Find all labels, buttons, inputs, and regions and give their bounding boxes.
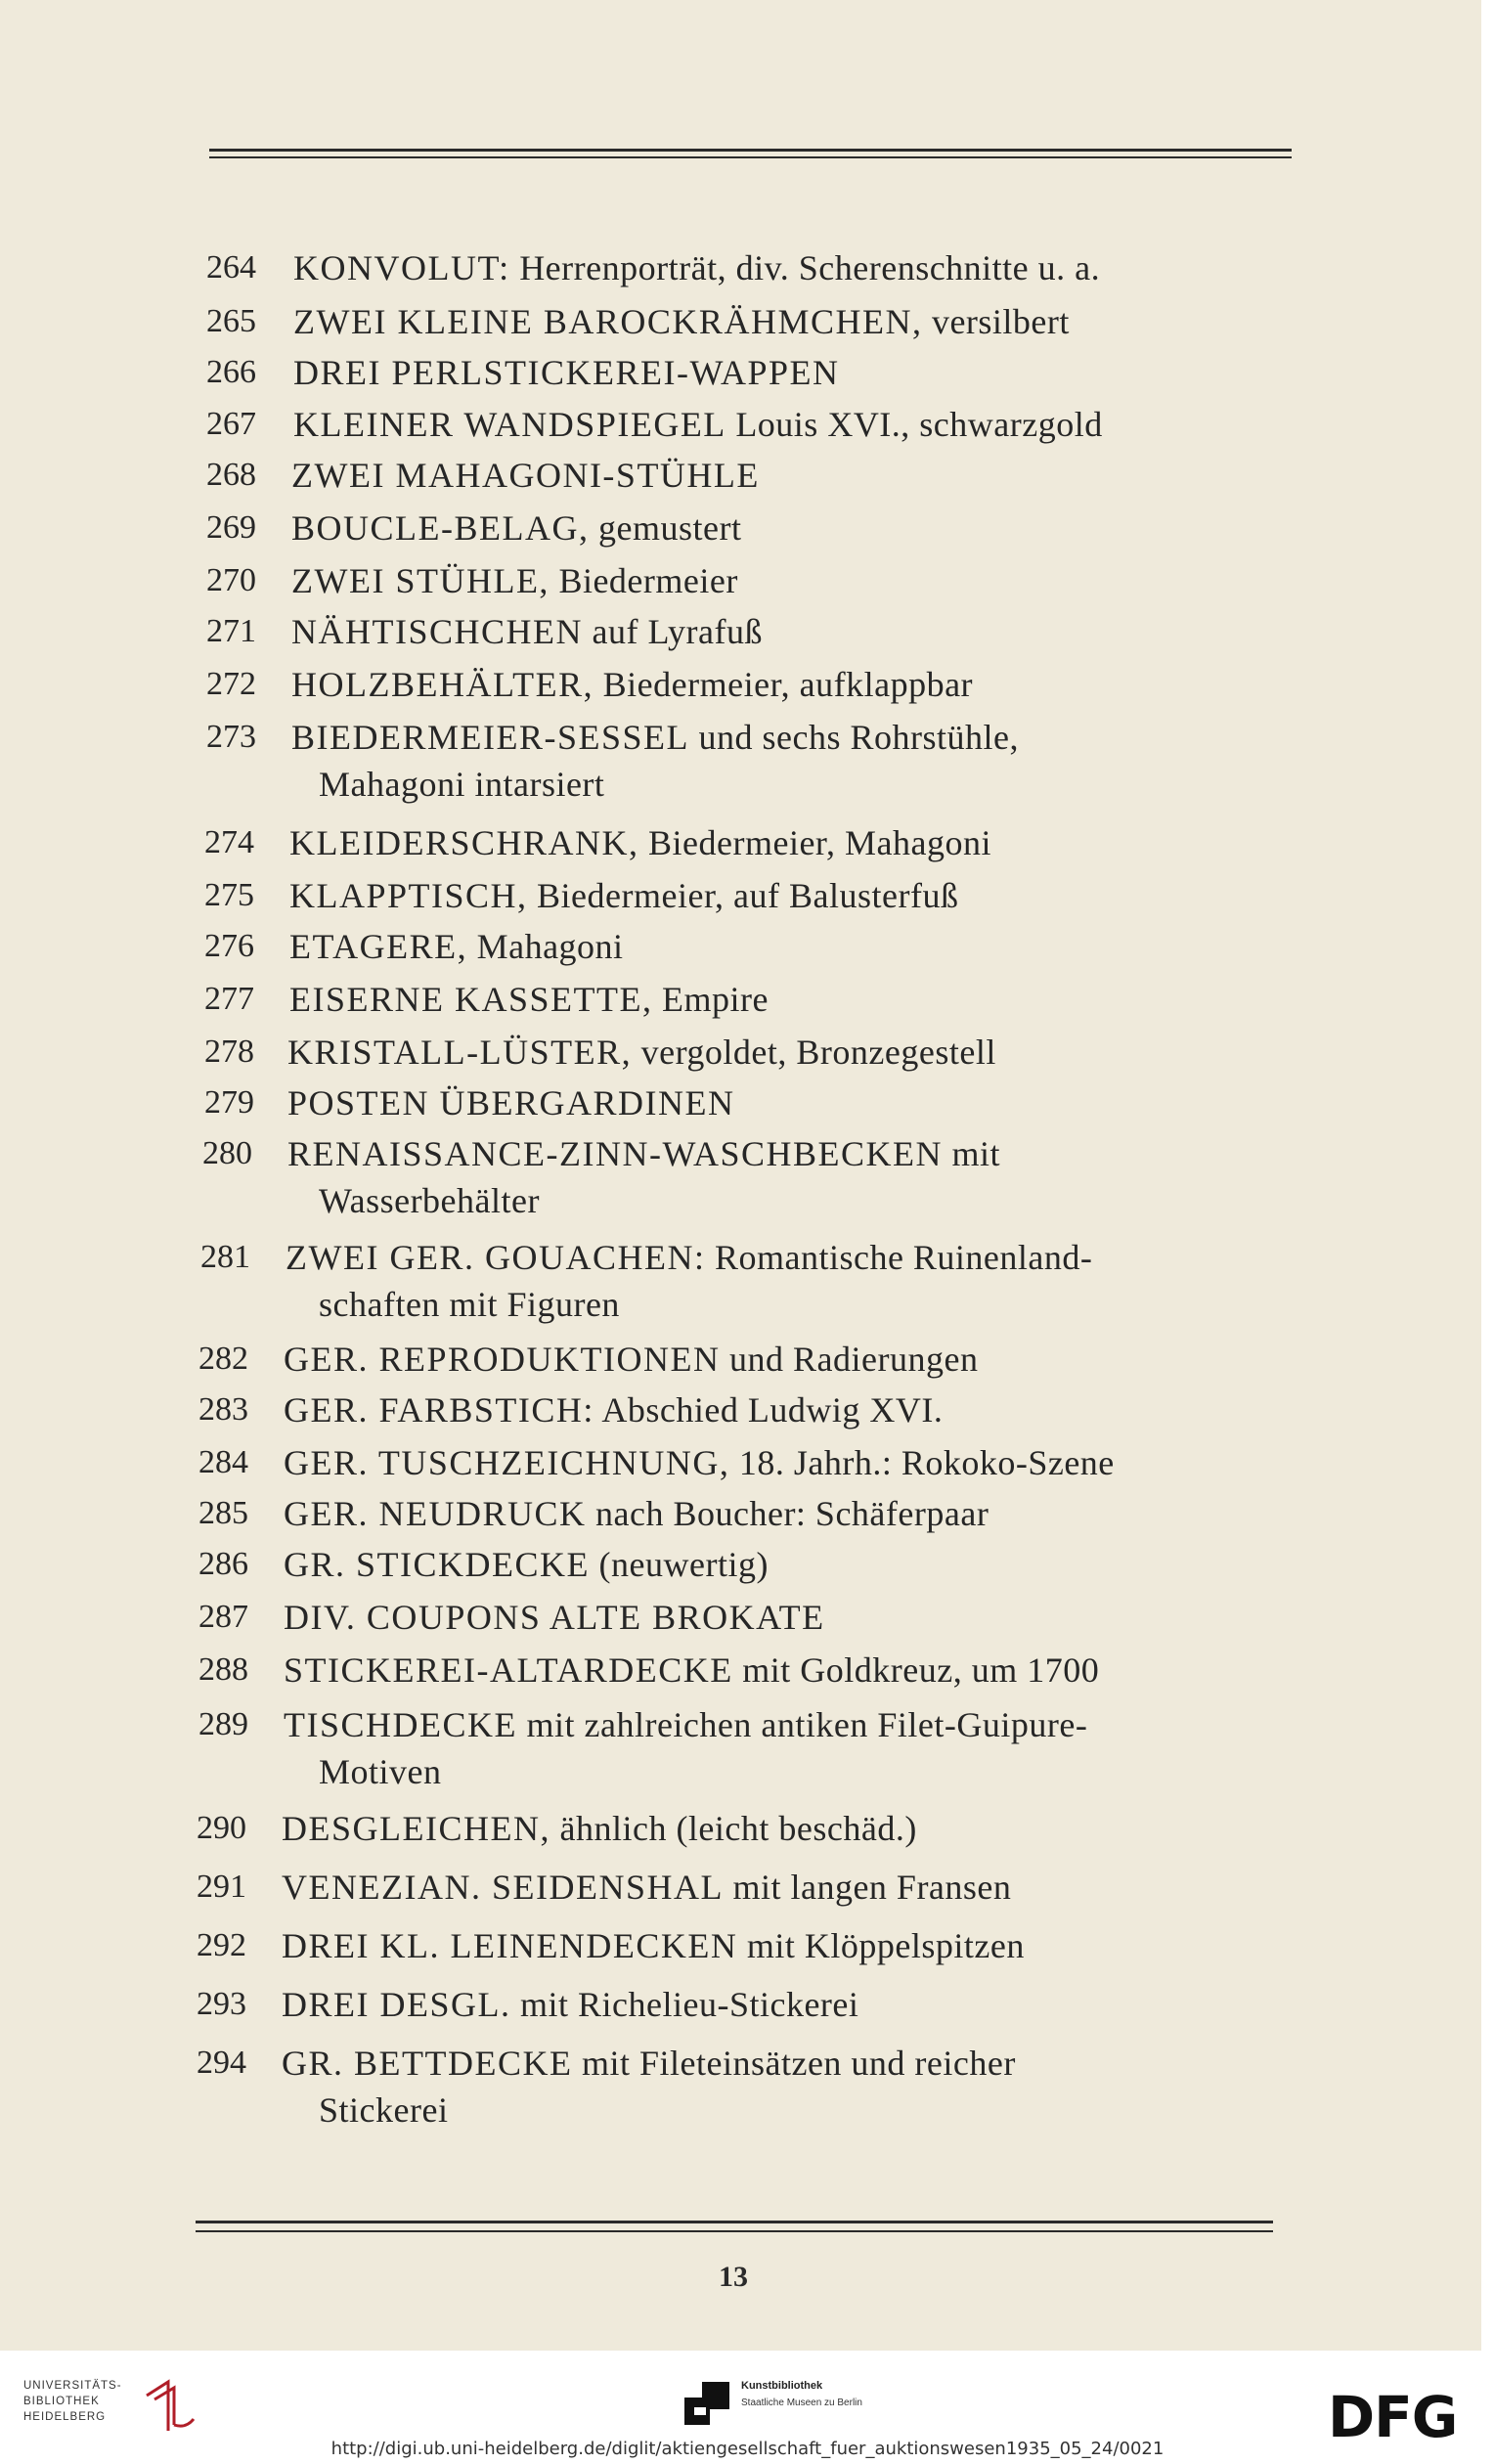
lot-description: mit zahlreichen antiken Filet-Guipure-: [517, 1705, 1088, 1744]
lot-title: KLEINER WANDSPIEGEL: [293, 405, 726, 444]
lot-line: [289, 872, 958, 919]
lot-number: 291: [197, 1869, 246, 1905]
lot-line: [282, 2040, 1016, 2087]
lot-description: mit Goldkreuz, um 1700: [732, 1650, 1100, 1690]
lot-description: mit Richelieu-Stickerei: [510, 1985, 859, 2024]
lot-number: 272: [206, 666, 256, 702]
lot-description: mit langen Fransen: [723, 1868, 1012, 1907]
lot-number: 268: [206, 457, 256, 493]
lot-line: [289, 976, 769, 1023]
lot-line: [291, 661, 973, 708]
lot-description: mit Fileteinsätzen und reicher: [572, 2044, 1016, 2083]
bottom-rule-thin: [196, 2230, 1273, 2232]
lot-number: 277: [204, 981, 254, 1017]
lot-title: HOLZBEHÄLTER,: [291, 665, 594, 704]
lot-number: 265: [206, 303, 256, 339]
lot-line: [287, 1029, 996, 1076]
lot-title: VENEZIAN. SEIDENSHAL: [282, 1868, 724, 1907]
lot-description: gemustert: [589, 508, 742, 548]
lot-line: [284, 1647, 1099, 1694]
lot-description: Biedermeier, aufklappbar: [594, 665, 974, 704]
lot-number: 284: [198, 1444, 248, 1480]
lot-continuation: Mahagoni intarsiert: [319, 765, 605, 804]
lot-number: 283: [198, 1391, 248, 1428]
lot-line: [291, 608, 763, 655]
lot-description: ähnlich (leicht beschäd.): [550, 1809, 917, 1848]
lot-line: [291, 505, 741, 551]
lot-title: RENAISSANCE-ZINN-WASCHBECKEN: [287, 1134, 943, 1173]
permalink-url[interactable]: http://digi.ub.uni-heidelberg.de/diglit/aktiengesellschaft_fuer_auktionswesen1935_05_24/0021: [330, 2439, 1165, 2459]
lot-number: 280: [202, 1135, 252, 1171]
lot-title: KRISTALL-LÜSTER,: [287, 1033, 633, 1072]
lot-number: 278: [204, 1034, 254, 1070]
lot-title: GER. REPRODUKTIONEN: [284, 1340, 721, 1379]
page-number: 13: [719, 2261, 748, 2293]
lot-line: [284, 1541, 769, 1588]
lot-line: [284, 1701, 1087, 1748]
kunstbibliothek-title: Kunstbibliothek: [741, 2380, 823, 2392]
lot-number: 274: [204, 824, 254, 860]
lot-number: 282: [198, 1341, 248, 1377]
lot-line: [291, 557, 738, 604]
lot-number: 289: [198, 1706, 248, 1742]
lot-title: KONVOLUT:: [293, 248, 510, 287]
lot-description: Biedermeier: [549, 561, 738, 600]
lot-number: 276: [204, 928, 254, 964]
lot-line: [291, 452, 760, 499]
lot-line: [282, 1922, 1025, 1969]
lot-line: [291, 714, 1019, 761]
kunstbibliothek-mark-icon: [684, 2382, 729, 2425]
lot-continuation: Stickerei: [319, 2090, 449, 2130]
lot-title: GER. TUSCHZEICHNUNG,: [284, 1443, 730, 1482]
lot-line: [293, 349, 840, 396]
lot-title: GR. BETTDECKE: [282, 2044, 573, 2083]
lot-line: [284, 1386, 943, 1433]
kunstbibliothek-logo[interactable]: [684, 2378, 939, 2427]
lot-title: ZWEI STÜHLE,: [291, 561, 550, 600]
lot-number: 287: [198, 1599, 248, 1635]
lot-title: ZWEI KLEINE BAROCKRÄHMCHEN,: [293, 302, 923, 341]
lot-number: 267: [206, 406, 256, 442]
lot-continuation: Motiven: [319, 1752, 442, 1791]
lot-line: [284, 1336, 978, 1383]
lot-title: BOUCLE-BELAG,: [291, 508, 590, 548]
lot-number: 279: [204, 1084, 254, 1121]
lot-line: [286, 1234, 1092, 1281]
lot-description: und Radierungen: [720, 1340, 979, 1379]
lot-description: mit Klöppelspitzen: [737, 1926, 1025, 1965]
lot-title: POSTEN ÜBERGARDINEN: [287, 1083, 735, 1122]
lot-description: Empire: [652, 980, 769, 1019]
lot-title: EISERNE KASSETTE,: [289, 980, 653, 1019]
lot-line: [284, 1490, 989, 1537]
lot-description: Biedermeier, Mahagoni: [638, 823, 991, 862]
lot-number: 286: [198, 1546, 248, 1582]
top-rule-thin: [209, 156, 1292, 158]
lot-number: 269: [206, 509, 256, 546]
lot-title: DREI PERLSTICKEREI-WAPPEN: [293, 353, 840, 392]
top-rule: [209, 149, 1292, 152]
lot-description: 18. Jahrh.: Rokoko-Szene: [729, 1443, 1115, 1482]
lot-title: DESGLEICHEN,: [282, 1809, 550, 1848]
lot-line: [287, 1130, 1000, 1177]
lot-line: [284, 1594, 825, 1641]
lot-title: DREI KL. LEINENDECKEN: [282, 1926, 738, 1965]
lot-description: Romantische Ruinenland-: [705, 1238, 1093, 1277]
lot-title: DIV. COUPONS ALTE BROKATE: [284, 1598, 825, 1637]
lot-number: 294: [197, 2045, 246, 2081]
lot-description: Mahagoni: [467, 927, 624, 966]
lot-number: 264: [206, 249, 256, 286]
lot-description: mit: [943, 1134, 1001, 1173]
lot-title: KLEIDERSCHRANK,: [289, 823, 639, 862]
lot-number: 271: [206, 613, 256, 649]
lot-line: [289, 819, 991, 866]
viewer-footer: [0, 2356, 1495, 2464]
lot-description: Louis XVI., schwarzgold: [726, 405, 1103, 444]
lot-line: [293, 298, 1070, 345]
lot-description: Biedermeier, auf Balusterfuß: [527, 876, 959, 915]
lot-description: nach Boucher: Schäferpaar: [586, 1494, 989, 1533]
lot-continuation: schaften mit Figuren: [319, 1285, 620, 1324]
lot-number: 275: [204, 877, 254, 913]
lot-line: [282, 1864, 1011, 1911]
lot-description: versilbert: [922, 302, 1070, 341]
lot-description: Abschied Ludwig XVI.: [594, 1390, 944, 1430]
lot-number: 285: [198, 1495, 248, 1531]
lot-line: [293, 401, 1103, 448]
lot-title: KLAPPTISCH,: [289, 876, 528, 915]
lot-number: 270: [206, 562, 256, 598]
lot-title: DREI DESGL.: [282, 1985, 511, 2024]
kunstbibliothek-subtitle: Staatliche Museen zu Berlin: [741, 2398, 862, 2408]
lot-number: 290: [197, 1810, 246, 1846]
lot-title: GER. FARBSTICH:: [284, 1390, 594, 1430]
lot-title: STICKEREI-ALTARDECKE: [284, 1650, 733, 1690]
lot-number: 281: [200, 1239, 250, 1275]
lot-title: NÄHTISCHCHEN: [291, 612, 584, 651]
lot-line: [287, 1079, 735, 1126]
lot-description: und sechs Rohrstühle,: [689, 718, 1019, 757]
bottom-rule: [196, 2221, 1273, 2223]
dfg-logo[interactable]: DFG: [1328, 2384, 1458, 2450]
lot-title: GR. STICKDECKE: [284, 1545, 591, 1584]
university-logo-line: UNIVERSITÄTS-: [23, 2380, 122, 2392]
lot-number: 292: [197, 1927, 246, 1963]
lot-continuation: Wasserbehälter: [319, 1181, 540, 1220]
university-logo-line: BIBLIOTHEK: [23, 2396, 100, 2407]
university-logo-line: HEIDELBERG: [23, 2411, 107, 2423]
lot-title: ZWEI GER. GOUACHEN:: [286, 1238, 706, 1277]
lot-number: 293: [197, 1986, 246, 2022]
lot-line: [282, 1805, 917, 1852]
lot-title: ETAGERE,: [289, 927, 468, 966]
lot-description: auf Lyrafuß: [583, 612, 763, 651]
lot-line: [284, 1439, 1115, 1486]
lot-line: [282, 1981, 858, 2028]
lot-title: GER. NEUDRUCK: [284, 1494, 587, 1533]
lot-number: 266: [206, 354, 256, 390]
university-library-logo[interactable]: [23, 2376, 195, 2435]
lot-line: [293, 244, 1100, 291]
lot-description: (neuwertig): [590, 1545, 769, 1584]
lot-number: 288: [198, 1651, 248, 1688]
lot-description: Herrenporträt, div. Scherenschnitte u. a.: [509, 248, 1101, 287]
lot-title: TISCHDECKE: [284, 1705, 517, 1744]
lot-title: BIEDERMEIER-SESSEL: [291, 718, 690, 757]
lot-line: [289, 923, 624, 970]
university-mark-icon: [139, 2376, 198, 2437]
lot-title: ZWEI MAHAGONI-STÜHLE: [291, 456, 760, 495]
lot-description: vergoldet, Bronzegestell: [632, 1033, 996, 1072]
lot-number: 273: [206, 719, 256, 755]
